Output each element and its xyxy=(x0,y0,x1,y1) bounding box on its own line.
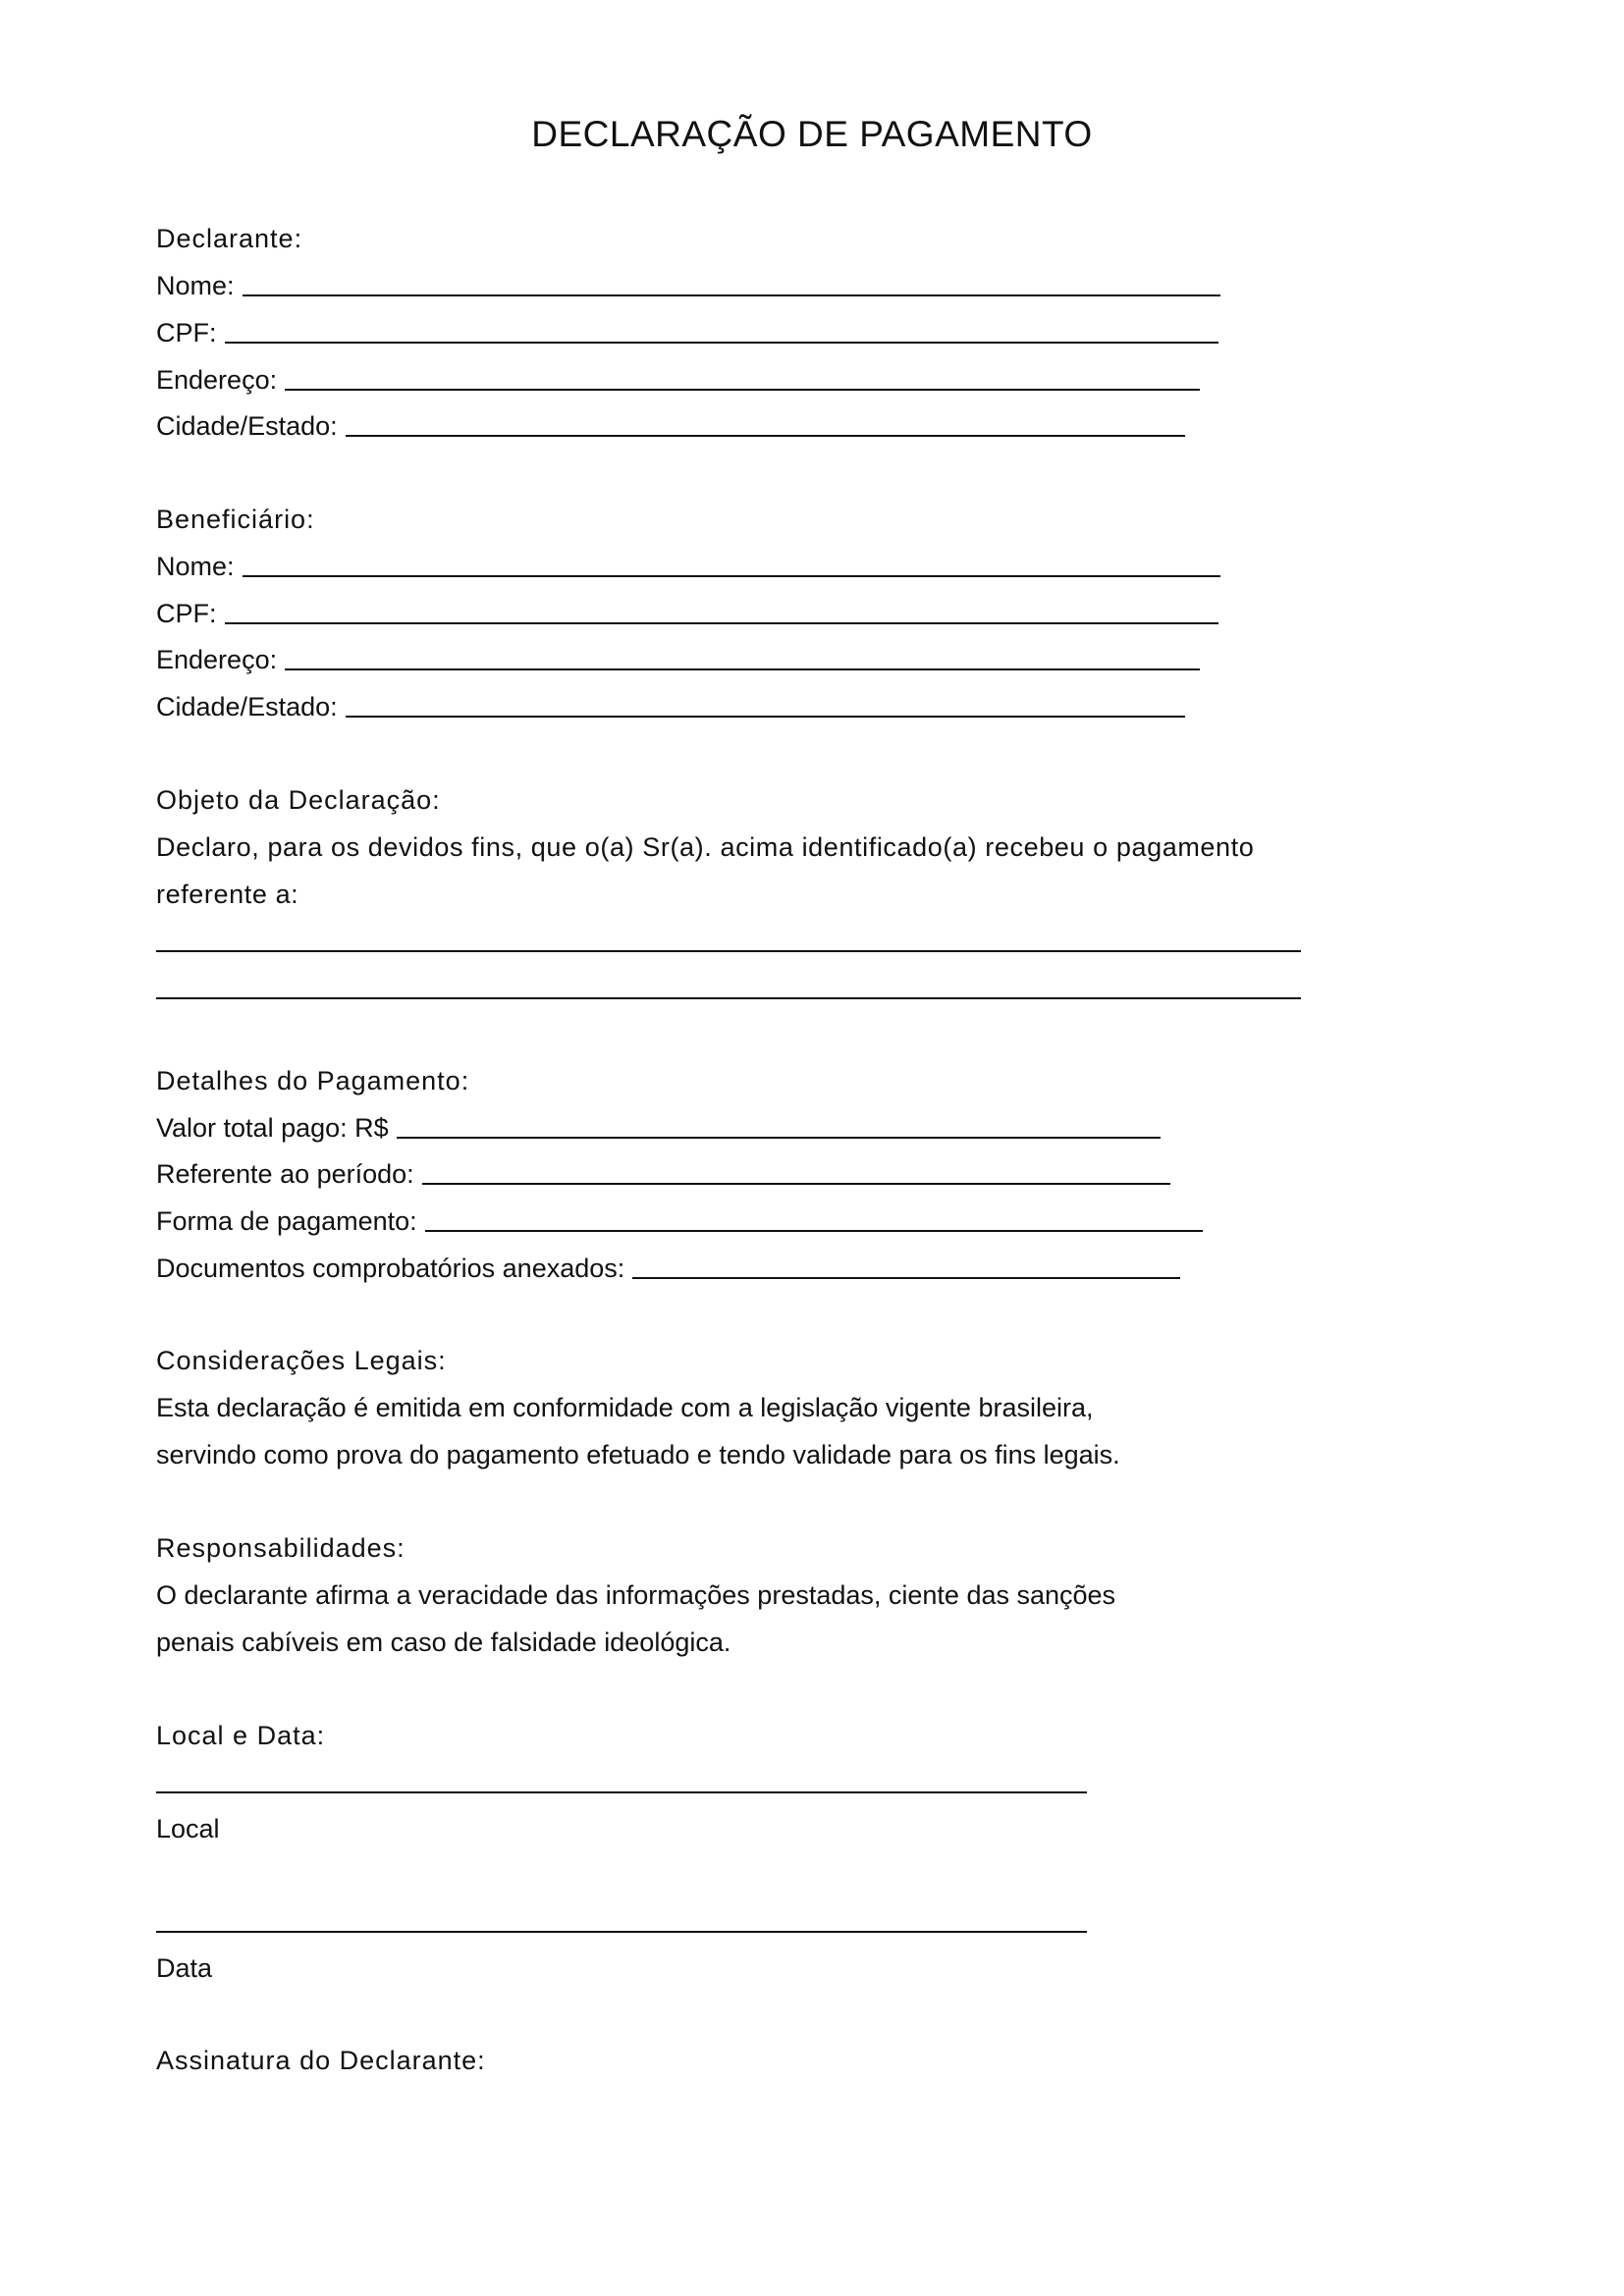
data-fill-line[interactable] xyxy=(156,1931,1087,1933)
fill-line[interactable] xyxy=(346,434,1185,437)
field-label: Referente ao período: xyxy=(156,1159,414,1189)
section-heading-responsabilidades: Responsabilidades: xyxy=(156,1533,406,1563)
field-label: Valor total pago: R$ xyxy=(156,1113,389,1143)
field-label: Forma de pagamento: xyxy=(156,1206,417,1236)
objeto-fill-line-2[interactable] xyxy=(156,997,1301,999)
documentos-field[interactable] xyxy=(156,1255,1180,1282)
fill-line[interactable] xyxy=(285,667,1200,670)
declarante-nome-field[interactable] xyxy=(156,273,1220,299)
section-heading-assinatura: Assinatura do Declarante: xyxy=(156,2046,486,2075)
fill-line[interactable] xyxy=(425,1229,1203,1232)
field-label: Cidade/Estado: xyxy=(156,411,338,441)
field-label: CPF: xyxy=(156,599,217,628)
fill-line[interactable] xyxy=(243,574,1220,577)
responsabilidades-text-line-2: penais cabíveis em caso de falsidade ideológica. xyxy=(156,1628,731,1657)
valor-total-field[interactable] xyxy=(156,1115,1161,1142)
section-heading-objeto: Objeto da Declaração: xyxy=(156,785,441,815)
field-label: Cidade/Estado: xyxy=(156,692,338,721)
field-label: Nome: xyxy=(156,271,235,300)
field-label: Documentos comprobatórios anexados: xyxy=(156,1254,625,1283)
beneficiario-nome-field[interactable] xyxy=(156,554,1220,580)
forma-pagamento-field[interactable] xyxy=(156,1208,1203,1235)
consideracoes-text-line-2: servindo como prova do pagamento efetuado e tendo validade para os fins legais. xyxy=(156,1440,1120,1469)
fill-line[interactable] xyxy=(422,1182,1170,1185)
field-label: Endereço: xyxy=(156,645,278,674)
periodo-field[interactable] xyxy=(156,1161,1170,1188)
declarante-endereco-field[interactable] xyxy=(156,367,1200,394)
objeto-text-line-1: Declaro, para os devidos fins, que o(a) Sr(a). acima identificado(a) recebeu o pagamento xyxy=(156,832,1255,862)
fill-line[interactable] xyxy=(225,341,1218,344)
section-heading-consideracoes: Considerações Legais: xyxy=(156,1346,447,1375)
beneficiario-cidade-estado-field[interactable] xyxy=(156,694,1185,721)
page-title: DECLARAÇÃO DE PAGAMENTO xyxy=(531,114,1093,154)
local-label: Local xyxy=(156,1814,220,1843)
fill-line[interactable] xyxy=(346,715,1185,718)
beneficiario-cpf-field[interactable] xyxy=(156,601,1218,627)
field-label: Nome: xyxy=(156,552,235,581)
section-heading-beneficiario: Beneficiário: xyxy=(156,505,315,534)
fill-line[interactable] xyxy=(225,621,1218,624)
consideracoes-text-line-1: Esta declaração é emitida em conformidade com a legislação vigente brasileira, xyxy=(156,1393,1094,1422)
fill-line[interactable] xyxy=(397,1136,1161,1139)
data-label: Data xyxy=(156,1953,213,1983)
section-heading-declarante: Declarante: xyxy=(156,224,303,253)
fill-line[interactable] xyxy=(243,294,1220,296)
beneficiario-endereco-field[interactable] xyxy=(156,647,1200,673)
local-fill-line[interactable] xyxy=(156,1791,1087,1793)
fill-line[interactable] xyxy=(285,388,1200,391)
declarante-cidade-estado-field[interactable] xyxy=(156,413,1185,440)
objeto-text-line-2: referente a: xyxy=(156,880,299,909)
section-heading-local-data: Local e Data: xyxy=(156,1721,326,1750)
section-heading-pagamento: Detalhes do Pagamento: xyxy=(156,1066,470,1095)
fill-line[interactable] xyxy=(632,1276,1180,1279)
field-label: CPF: xyxy=(156,318,217,347)
responsabilidades-text-line-1: O declarante afirma a veracidade das informações prestadas, ciente das sanções xyxy=(156,1580,1116,1610)
objeto-fill-line-1[interactable] xyxy=(156,950,1301,952)
declarante-cpf-field[interactable] xyxy=(156,320,1218,347)
field-label: Endereço: xyxy=(156,365,278,395)
